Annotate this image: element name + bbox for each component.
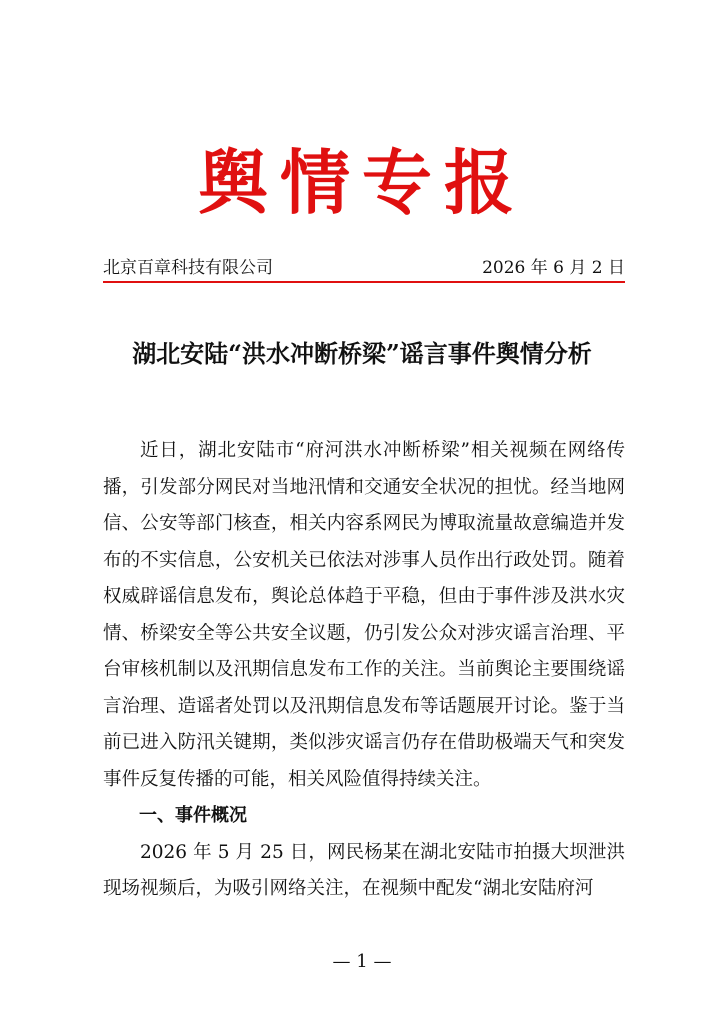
publish-date: 2026 年 6 月 2 日 (482, 258, 625, 278)
header-divider (103, 281, 625, 283)
document-body (103, 433, 625, 908)
section-heading: 一、事件概况 (139, 805, 247, 826)
masthead-title: 舆情专报 (198, 141, 526, 224)
intro-paragraph: 近日，湖北安陆市“府河洪水冲断桥梁”相关视频在网络传播，引发部分网民对当地汛情和交通安全状况的担忧。经当地网信、公安等部门核查，相关内容系网民为博取流量故意编造并发布的不实信息，公安机关已依法对涉事人员作出行政处罚。随着权威辟谣信息发布，舆论总体趋于平稳，但由于事件涉及洪水灾情、桥梁安全等公共安全议题，仍引发公众对涉灾谣言治理、平台审核机制以及汛期信息发布工作的关注。当前舆论主要围绕谣言治理、造谣者处罚以及汛期信息发布等话题展开讨论。鉴于当前已进入防汛关键期，类似涉灾谣言仍存在借助极端天气和突发事件反复传播的可能，相关风险值得持续关注。 (103, 440, 625, 790)
organization-name: 北京百章科技有限公司 (103, 258, 273, 278)
meta-row (103, 256, 625, 280)
document-title: 湖北安陆“洪水冲断桥梁”谣言事件舆情分析 (132, 339, 592, 368)
page-number: — 1 — (332, 951, 392, 972)
section-paragraph: 2026 年 5 月 25 日，网民杨某在湖北安陆市拍摄大坝泄洪现场视频后，为吸引网络关注，在视频中配发“湖北安陆府河 (103, 841, 625, 899)
